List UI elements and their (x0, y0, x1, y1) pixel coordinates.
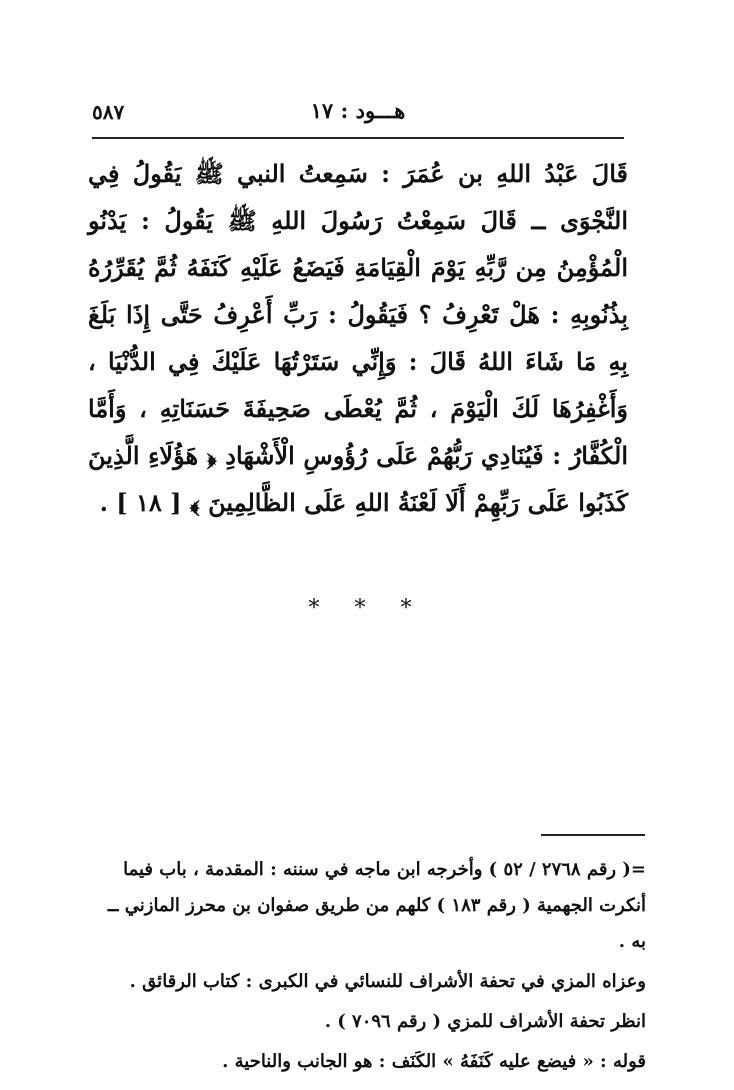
footnote-line: وعزاه المزي في تحفة الأشراف للنسائي في الكبرى : كتاب الرقائق . (129, 971, 646, 992)
running-head: هـــود : ١٧ (310, 98, 406, 123)
page-number: ٥٨٧ (92, 100, 125, 124)
main-text-paragraph: قَالَ عَبْدُ اللهِ بن عُمَرَ : سَمِعتُ النبي ﷺ يَقُولُ فِي النَّجْوَى ــ قَالَ سَمِعْتُ رَسُولَ اللهِ ﷺ يَقُولُ : يَدْنُو الْمُؤْمِنُ مِن رَّبِّهِ يَوْمَ الْقِيَامَةِ فَيَضَعُ عَلَيْهِ كَنَفَهُ ثُمَّ يُقَرِّرُهُ بِذُنُوبِهِ : هَلْ تَعْرِفُ ؟ فَيَقُولُ : رَبِّ أَعْرِفُ حَتَّى إِذَا بَلَغَ بِهِ مَا شَاءَ اللهُ قَالَ : وَإِنِّي سَتَرْتُهَا عَلَيْكَ فِي الدُّنْيَا ، وَأَغْفِرُهَا لَكَ الْيَوْمَ ، ثُمَّ يُعْطَى صَحِيفَةَ حَسَنَاتِهِ ، وَأَمَّا الْكُفَّارُ : فَيُنَادِي رَبُّهُمْ عَلَى رُؤُوسِ الْأَشْهَادِ ﴿ هَؤُلَاءِ الَّذِينَ كَذَبُوا عَلَى رَبِّهِمْ أَلَا لَعْنَةُ اللهِ عَلَى الظَّالِمِينَ ﴾ [ ١٨ ] . (88, 159, 628, 517)
footnote-rule (541, 834, 645, 836)
page-header (92, 96, 624, 130)
footnote-line: قوله : « فيضع عليه كَنَفَهُ » الكَنَف : هو الجانب والناحية . (222, 1051, 646, 1072)
section-separator: * * * (308, 596, 426, 621)
footnotes (100, 852, 646, 1080)
footnote-line: انظر تحفة الأشراف للمزي ( رقم ٧٠٩٦ ) . (324, 1011, 646, 1032)
header-rule (92, 137, 624, 139)
footnote-line: =( رقم ٢٧٦٨ / ٥٢ ) وأخرجه ابن ماجه في سننه : المقدمة ، باب فيما أنكرت الجهمية ( رقم ١٨٣ ) كلهم من طريق صفوان بن محرز المازني ــ به . (107, 859, 646, 952)
